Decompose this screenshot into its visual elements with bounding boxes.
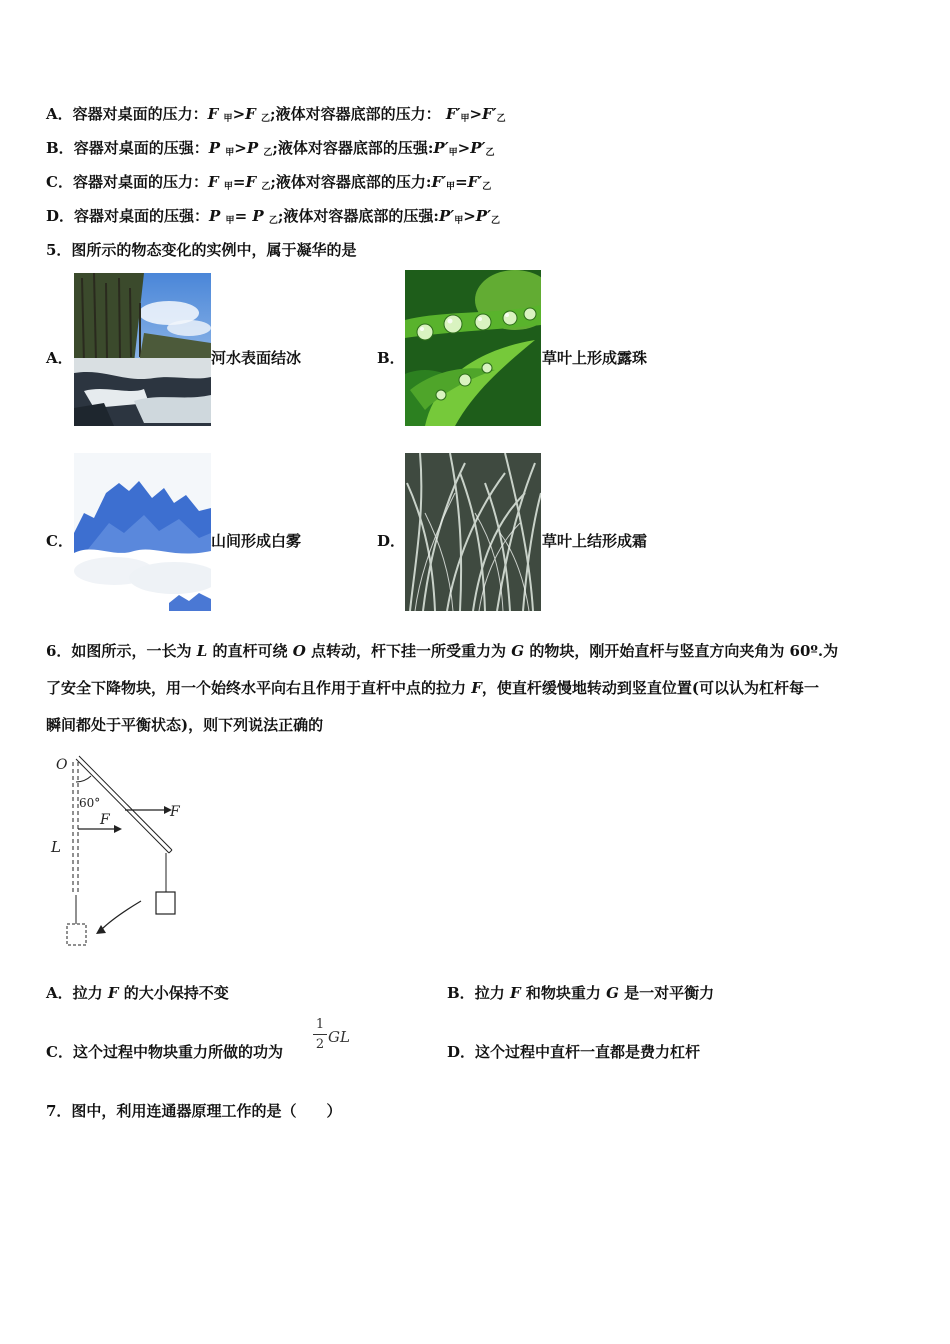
- label-o: O: [56, 757, 68, 773]
- q5-stem: 5．图所示的物态变化的实例中，属于凝华的是: [46, 241, 357, 259]
- lever-diagram: [46, 750, 196, 950]
- q5-option-a-label: A．: [46, 349, 73, 367]
- dew-leaf-photo: [405, 270, 541, 426]
- q5-option-b-caption: 草叶上形成露珠: [542, 349, 648, 367]
- river-ice-photo: [74, 273, 211, 426]
- q7-stem: 7．图中，利用连通器原理工作的是（ ）: [46, 1102, 342, 1120]
- q6-option-b: B．拉力 F 和物块重力 G 是一对平衡力: [447, 984, 715, 1002]
- q4-option-a: A．容器对桌面的压力：F $_甲$>F $_乙$;液体对容器底部的压力： $F'_甲>F'_乙$: [46, 105, 506, 124]
- q6-option-d: D．这个过程中直杆一直都是费力杠杆: [447, 1043, 701, 1061]
- q4-option-d: D．容器对桌面的压强：P $_甲$= P $_乙$;液体对容器底部的压强$:P'_甲>P'_乙$: [46, 207, 501, 226]
- q5-option-a-caption: 河水表面结冰: [211, 349, 302, 367]
- length-label: L: [51, 838, 61, 856]
- q5-option-c-label: C．: [46, 532, 73, 550]
- mountain-fog-photo: [74, 453, 211, 611]
- force-label-mid: F: [100, 812, 110, 828]
- q4-option-b: B．容器对桌面的压强：P $_甲$>P $_乙$;液体对容器底部的压强$:P'_甲>P'_乙$: [46, 139, 495, 158]
- angle-label: 60°: [79, 796, 101, 810]
- q5-option-b-label: B．: [377, 349, 405, 367]
- q5-option-d-caption: 草叶上结形成霜: [542, 532, 648, 550]
- q4-option-c: C．容器对桌面的压力：F $_甲$=F $_乙$;液体对容器底部的压力$:F'_甲=F'_乙$: [46, 173, 492, 192]
- force-label-top: F: [170, 804, 180, 820]
- q5-option-c-caption: 山间形成白雾: [211, 532, 302, 550]
- gl-term: GL: [328, 1028, 350, 1046]
- frost-grass-photo: [405, 453, 541, 611]
- fraction-one-half: 1 2: [313, 1016, 327, 1053]
- q6-option-a: A．拉力 F 的大小保持不变: [46, 984, 229, 1002]
- q6-option-c: C．这个过程中物块重力所做的功为: [46, 1043, 283, 1061]
- q6-stem-line2: 了安全下降物块，用一个始终水平向右且作用于直杆中点的拉力 F，使直杆缓慢地转动到竖直位置(可以认为杠杆每一: [46, 679, 820, 697]
- q6-stem-line3: 瞬间都处于平衡状态)，则下列说法正确的: [46, 716, 324, 734]
- q5-option-d-label: D．: [377, 532, 406, 550]
- q6-stem-line1: 6．如图所示，一长为 L 的直杆可绕 O 点转动，杆下挂一所受重力为 G 的物块，刚开始直杆与竖直方向夹角为 60º.为: [46, 642, 839, 660]
